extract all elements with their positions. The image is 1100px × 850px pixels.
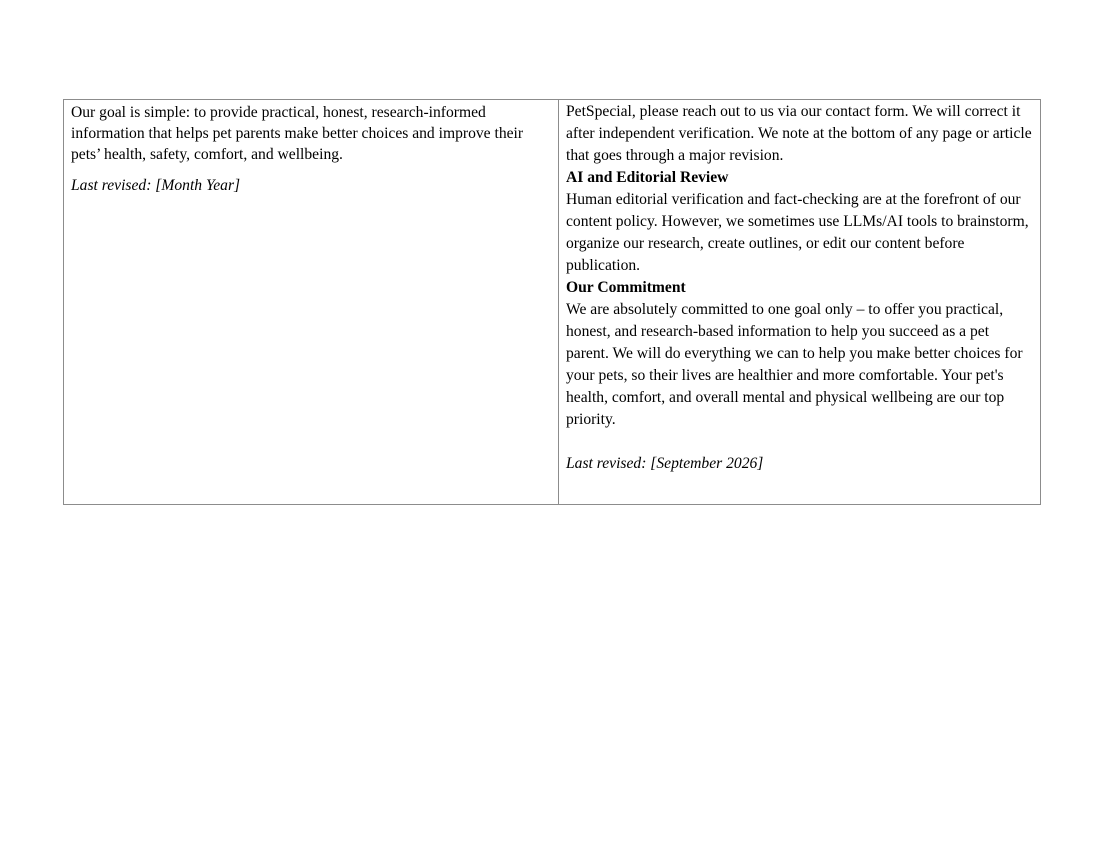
goal-paragraph: Our goal is simple: to provide practical, honest, research-informed information that helps pet parents make better choices and improve their pets’ health, safety, comfort, and wellbeing.: [71, 104, 524, 163]
spacer: [566, 431, 1034, 453]
content-table: [63, 99, 1041, 505]
ai-editorial-heading: AI and Editorial Review: [566, 169, 729, 186]
left-cell-content: [64, 100, 558, 196]
contact-paragraph: PetSpecial, please reach out to us via our contact form. We will correct it after independent verification. We note at the bottom of any page or article that goes through a major revision.: [566, 103, 1032, 164]
table-row: [64, 100, 1041, 505]
right-cell-content: [559, 100, 1040, 475]
commitment-paragraph: We are absolutely committed to one goal only – to offer you practical, honest, and research-based information to help you succeed as a pet parent. We will do everything we can to help you make better choices for your pets, so their lives are healthier and more comfortable. Your pet's health, comfort, and overall mental and physical wellbeing are our top priority.: [566, 301, 1023, 428]
left-last-revised: Last revised: [Month Year]: [71, 177, 241, 194]
right-last-revised: Last revised: [September 2026]: [566, 455, 764, 472]
right-cell: [559, 100, 1041, 505]
ai-editorial-paragraph: Human editorial verification and fact-checking are at the forefront of our content policy. However, we sometimes use LLMs/AI tools to brainstorm, organize our research, create outlines, or edit our content before publication.: [566, 191, 1029, 274]
commitment-heading: Our Commitment: [566, 279, 686, 296]
left-cell: [64, 100, 559, 505]
